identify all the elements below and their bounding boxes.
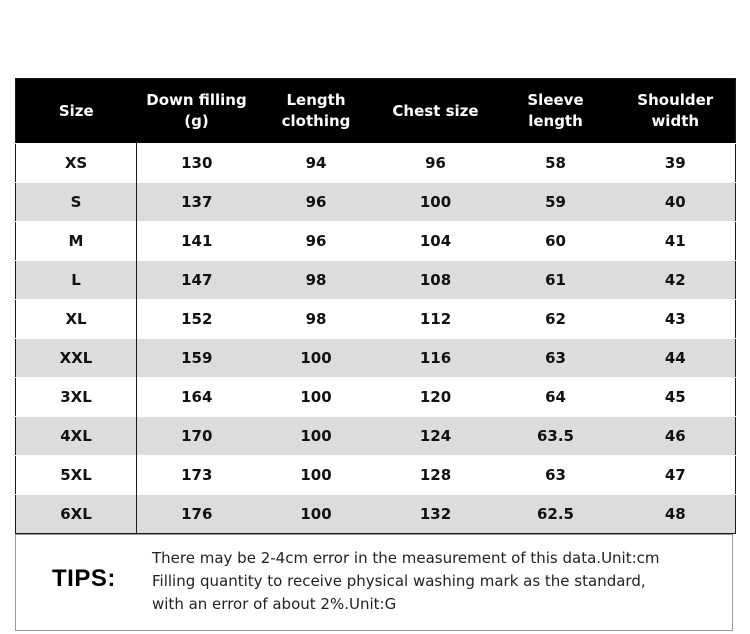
table-row [16, 300, 736, 339]
cell-length-clothing: 98 [257, 261, 376, 300]
cell-size: L [16, 261, 137, 300]
header-chest-size: Chest size [376, 79, 496, 144]
cell-down-filling: 141 [137, 222, 257, 261]
cell-sleeve-length: 64 [496, 378, 616, 417]
cell-chest-size: 100 [376, 183, 496, 222]
table-row [16, 495, 736, 534]
table-row [16, 339, 736, 378]
table-row [16, 378, 736, 417]
cell-down-filling: 130 [137, 144, 257, 183]
cell-down-filling: 170 [137, 417, 257, 456]
cell-sleeve-length: 63 [496, 456, 616, 495]
cell-sleeve-length: 58 [496, 144, 616, 183]
table-row [16, 417, 736, 456]
cell-length-clothing: 94 [257, 144, 376, 183]
cell-length-clothing: 100 [257, 417, 376, 456]
cell-shoulder-width: 41 [616, 222, 736, 261]
cell-length-clothing: 100 [257, 456, 376, 495]
cell-size: S [16, 183, 137, 222]
cell-chest-size: 132 [376, 495, 496, 534]
cell-down-filling: 159 [137, 339, 257, 378]
cell-chest-size: 108 [376, 261, 496, 300]
cell-shoulder-width: 47 [616, 456, 736, 495]
cell-size: 3XL [16, 378, 137, 417]
cell-chest-size: 124 [376, 417, 496, 456]
cell-sleeve-length: 60 [496, 222, 616, 261]
cell-sleeve-length: 61 [496, 261, 616, 300]
cell-shoulder-width: 40 [616, 183, 736, 222]
cell-size: XXL [16, 339, 137, 378]
cell-down-filling: 176 [137, 495, 257, 534]
header-down-filling: Down filling (g) [137, 79, 257, 144]
cell-chest-size: 104 [376, 222, 496, 261]
cell-shoulder-width: 42 [616, 261, 736, 300]
cell-sleeve-length: 59 [496, 183, 616, 222]
cell-down-filling: 173 [137, 456, 257, 495]
cell-shoulder-width: 45 [616, 378, 736, 417]
cell-chest-size: 112 [376, 300, 496, 339]
cell-sleeve-length: 63 [496, 339, 616, 378]
table-row [16, 456, 736, 495]
cell-length-clothing: 100 [257, 339, 376, 378]
cell-shoulder-width: 43 [616, 300, 736, 339]
size-chart-table [15, 78, 736, 534]
table-row [16, 222, 736, 261]
cell-sleeve-length: 63.5 [496, 417, 616, 456]
cell-shoulder-width: 48 [616, 495, 736, 534]
tips-box [15, 534, 733, 631]
tips-label: TIPS: [52, 565, 116, 592]
cell-length-clothing: 96 [257, 222, 376, 261]
cell-chest-size: 96 [376, 144, 496, 183]
cell-down-filling: 152 [137, 300, 257, 339]
cell-size: XS [16, 144, 137, 183]
cell-length-clothing: 100 [257, 495, 376, 534]
header-shoulder-width: Shoulder width [616, 79, 736, 144]
table-row [16, 183, 736, 222]
tips-line: Filling quantity to receive physical washing mark as the standard, [152, 572, 646, 590]
cell-size: 6XL [16, 495, 137, 534]
cell-shoulder-width: 44 [616, 339, 736, 378]
table-header-row [16, 79, 736, 144]
cell-chest-size: 116 [376, 339, 496, 378]
header-size: Size [16, 79, 137, 144]
cell-size: M [16, 222, 137, 261]
cell-chest-size: 128 [376, 456, 496, 495]
cell-length-clothing: 98 [257, 300, 376, 339]
header-sleeve-length: Sleeve length [496, 79, 616, 144]
table-body [16, 144, 736, 534]
cell-down-filling: 147 [137, 261, 257, 300]
cell-down-filling: 137 [137, 183, 257, 222]
header-length-clothing: Length clothing [257, 79, 376, 144]
tips-line: with an error of about 2%.Unit:G [152, 595, 397, 613]
cell-shoulder-width: 46 [616, 417, 736, 456]
cell-size: XL [16, 300, 137, 339]
cell-sleeve-length: 62.5 [496, 495, 616, 534]
cell-size: 4XL [16, 417, 137, 456]
cell-length-clothing: 96 [257, 183, 376, 222]
tips-text [152, 547, 660, 616]
table-row [16, 261, 736, 300]
cell-length-clothing: 100 [257, 378, 376, 417]
cell-down-filling: 164 [137, 378, 257, 417]
table-row [16, 144, 736, 183]
tips-line: There may be 2-4cm error in the measurement of this data.Unit:cm [152, 549, 660, 567]
cell-shoulder-width: 39 [616, 144, 736, 183]
cell-chest-size: 120 [376, 378, 496, 417]
cell-sleeve-length: 62 [496, 300, 616, 339]
cell-size: 5XL [16, 456, 137, 495]
